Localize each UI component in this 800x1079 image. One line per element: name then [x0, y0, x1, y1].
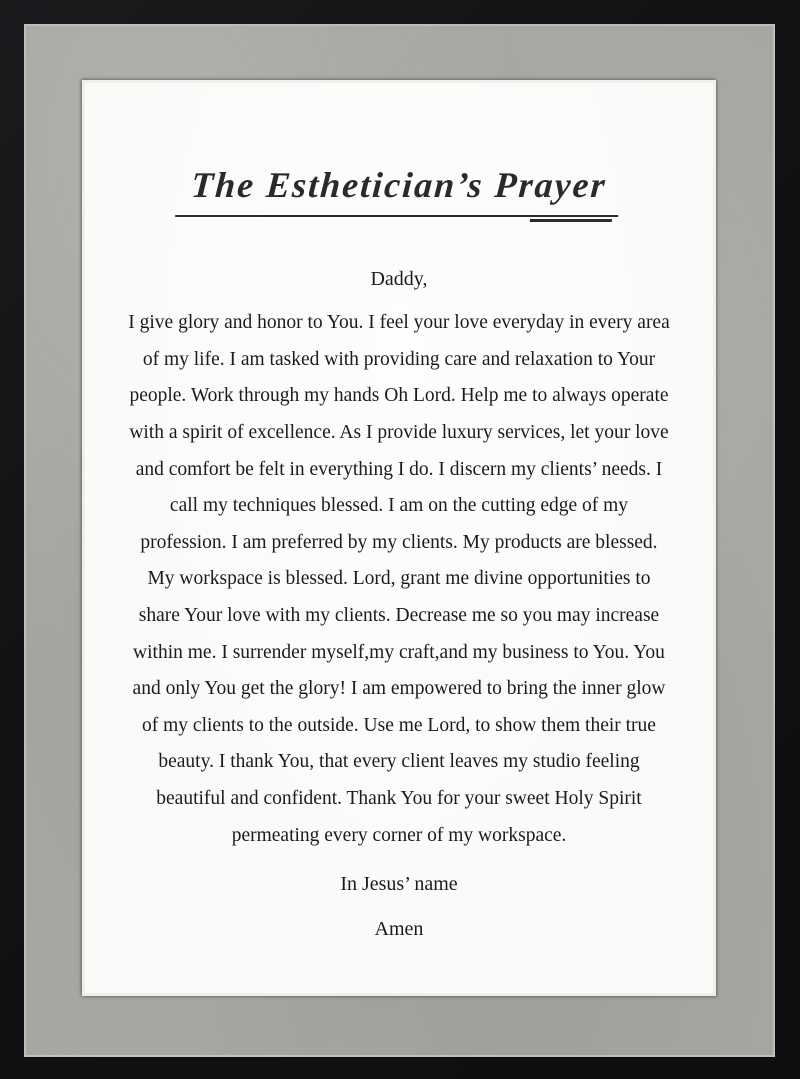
- prayer-body: [85, 305, 713, 854]
- prayer-line: I give glory and honor to You. I feel your love everyday in every area: [128, 312, 670, 334]
- prayer-sheet: [82, 80, 716, 996]
- prayer-line: My workspace is blessed. Lord, grant me divine opportunities to: [147, 568, 651, 590]
- amen-line: Amen: [374, 918, 424, 941]
- prayer-line: people. Work through my hands Oh Lord. Help me to always operate: [129, 385, 669, 407]
- prayer-line: and comfort be felt in everything I do. I discern my clients’ needs. I: [135, 458, 663, 480]
- prayer-line: beauty. I thank You, that every client leaves my studio feeling: [158, 751, 640, 773]
- prayer-line: beautiful and confident. Thank You for your sweet Holy Spirit: [156, 787, 642, 809]
- prayer-title: The Esthetician’s Prayer: [175, 163, 622, 217]
- prayer-line: permeating every corner of my workspace.: [231, 824, 567, 846]
- matte-border: [24, 24, 775, 1057]
- prayer-line: within me. I surrender myself,my craft,and my business to You. You: [133, 641, 665, 663]
- prayer-line: share Your love with my clients. Decrease me so you may increase: [138, 604, 660, 626]
- title-underline-flourish: [530, 219, 612, 222]
- prayer-line: call my techniques blessed. I am on the cutting edge of my: [169, 495, 629, 517]
- closing-line: In Jesus’ name: [340, 873, 458, 896]
- prayer-line: of my clients to the outside. Use me Lord, to show them their true: [142, 714, 656, 736]
- prayer-line: of my life. I am tasked with providing care and relaxation to Your: [142, 348, 656, 370]
- title-row: [85, 139, 713, 241]
- salutation: Daddy,: [370, 268, 428, 291]
- prayer-line: with a spirit of excellence. As I provide luxury services, let your love: [129, 422, 669, 443]
- prayer-line: and only You get the glory! I am empowered to bring the inner glow: [132, 678, 666, 700]
- prayer-line: profession. I am preferred by my clients. My products are blessed.: [140, 531, 658, 553]
